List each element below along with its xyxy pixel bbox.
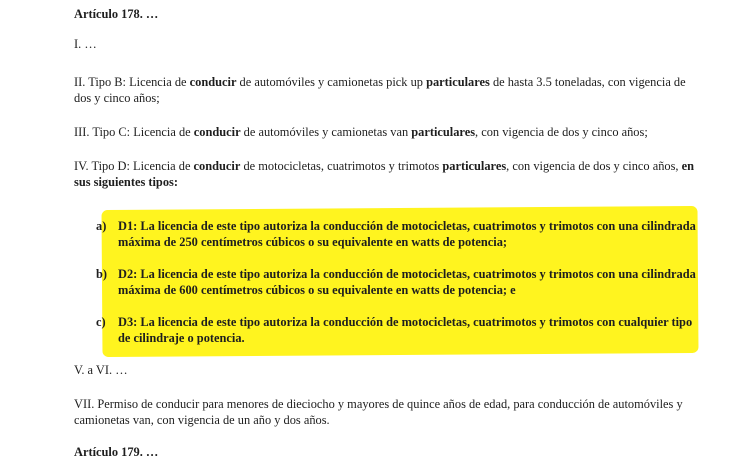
tipo-d-mid: de motocicletas, cuatrimotos y trimotos xyxy=(240,159,443,173)
tipo-d-bold-tipos: en sus siguientes tipos: xyxy=(74,159,695,189)
item-i: I. … xyxy=(74,37,97,51)
subitem-marker: b) xyxy=(96,267,108,281)
subitem-d1 xyxy=(96,218,696,250)
subitems-list xyxy=(96,218,696,346)
document-page xyxy=(74,6,696,190)
subitem-marker: c) xyxy=(96,315,106,329)
tipo-b-suffix: de hasta 3.5 toneladas, con vigencia de dos y cinco años; xyxy=(74,75,686,105)
tipo-d-mid2: , con vigencia de dos y cinco años, xyxy=(506,159,682,173)
article-178-heading: Artículo 178. … xyxy=(74,7,159,21)
tipo-c-bold-particulares: particulares xyxy=(411,125,476,139)
tipo-b-bold-conducir: conducir xyxy=(189,75,237,89)
items-v-vi: V. a VI. … xyxy=(74,363,128,377)
article-179-heading: Artículo 179. … xyxy=(74,445,159,459)
item-tipo-c xyxy=(74,124,696,140)
tipo-c-mid: de automóviles y camionetas van xyxy=(240,125,412,139)
tipo-d-bold-conducir: conducir xyxy=(193,159,241,173)
subitem-marker: a) xyxy=(96,219,107,233)
subitem-d2 xyxy=(96,266,696,298)
tipo-b-prefix: II. Tipo B: Licencia de xyxy=(74,75,190,89)
tipo-c-suffix: , con vigencia de dos y cinco años; xyxy=(475,125,648,139)
subitem-text: D3: La licencia de este tipo autoriza la conducción de motocicletas, cuatrimotos y trimotos con cualquier tipo de cilindraje o potencia. xyxy=(118,315,693,345)
item-tipo-d xyxy=(74,158,696,190)
tipo-c-bold-conducir: conducir xyxy=(193,125,241,139)
subitem-text: D1: La licencia de este tipo autoriza la conducción de motocicletas, cuatrimotos y trimotos con una cilindrada máxima de 250 centímetros cúbicos o su equivalente en watts de potencia; xyxy=(118,219,696,249)
subitem-text: D2: La licencia de este tipo autoriza la conducción de motocicletas, cuatrimotos y trimotos con una cilindrada máxima de 600 centímetros cúbicos o su equivalente en watts de potencia; e xyxy=(118,267,696,297)
tipo-d-bold-particulares: particulares xyxy=(442,159,507,173)
tipo-b-mid: de automóviles y camionetas pick up xyxy=(236,75,427,89)
item-vii: VII. Permiso de conducir para menores de dieciocho y mayores de quince años de edad, para conducción de automóviles y camionetas van, con vigencia de un año y dos años. xyxy=(74,397,683,427)
tipo-d-prefix: IV. Tipo D: Licencia de xyxy=(74,159,194,173)
tipo-c-prefix: III. Tipo C: Licencia de xyxy=(74,125,194,139)
item-tipo-b xyxy=(74,74,696,106)
tipo-b-bold-particulares: particulares xyxy=(426,75,490,89)
subitem-d3 xyxy=(96,314,696,346)
